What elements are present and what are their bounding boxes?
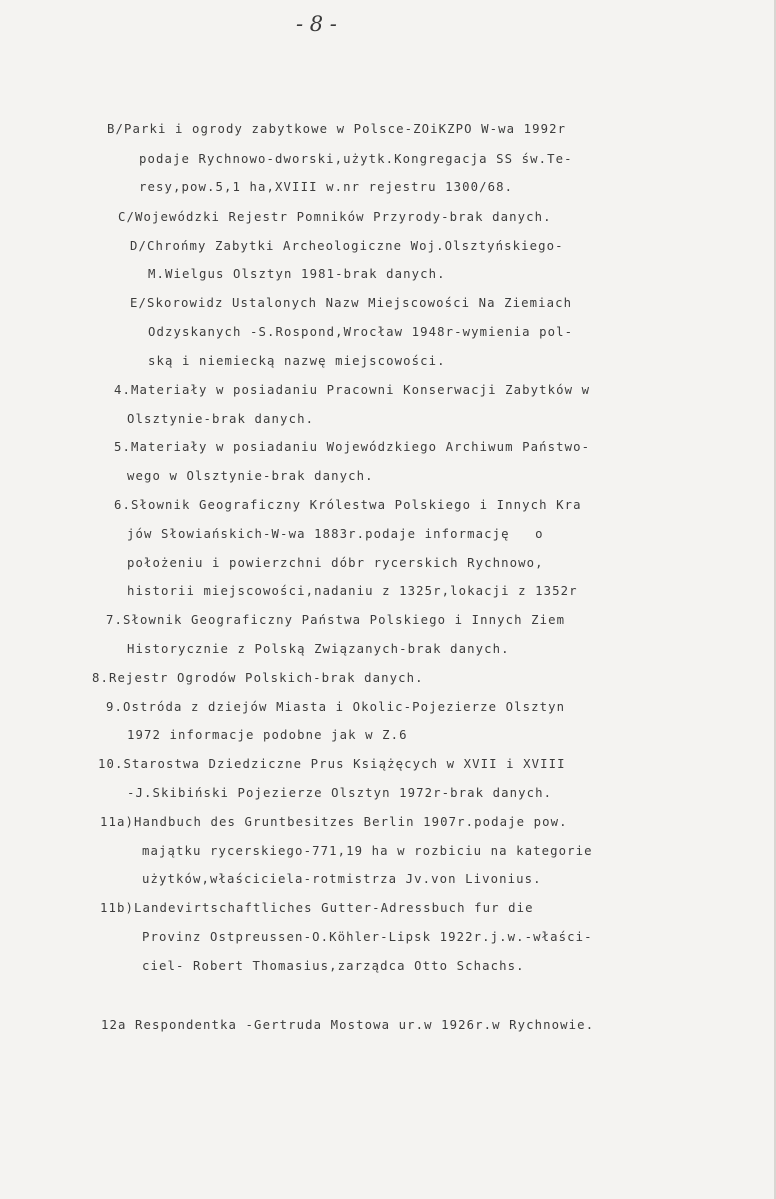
text-line: położeniu i powierzchni dóbr rycerskich Rychnowo, [127, 556, 544, 570]
text-line: E/Skorowidz Ustalonych Nazw Miejscowości Na Ziemiach [130, 296, 573, 310]
text-line: 6.Słownik Geograficzny Królestwa Polskiego i Innych Kra [114, 498, 582, 512]
text-line: wego w Olsztynie-brak danych. [127, 469, 374, 483]
text-line: historii miejscowości,nadaniu z 1325r,lokacji z 1352r [127, 584, 578, 598]
text-line: B/Parki i ogrody zabytkowe w Polsce-ZOiKZPO W-wa 1992r [107, 122, 567, 136]
text-line: ciel- Robert Thomasius,zarządca Otto Schachs. [142, 959, 525, 973]
text-line: podaje Rychnowo-dworski,użytk.Kongregacja SS św.Te- [139, 152, 573, 166]
text-line: 1972 informacje podobne jak w Z.6 [127, 728, 408, 742]
text-line: 11b)Landevirtschaftliches Gutter-Adressbuch fur die [100, 901, 534, 915]
text-line: Olsztynie-brak danych. [127, 412, 315, 426]
text-line: 4.Materiały w posiadaniu Pracowni Konserwacji Zabytków w [114, 383, 591, 397]
text-line: jów Słowiańskich-W-wa 1883r.podaje informację o [127, 527, 544, 541]
text-line: 10.Starostwa Dziedziczne Prus Książęcych w XVII i XVIII [98, 757, 566, 771]
text-line: 9.Ostróda z dziejów Miasta i Okolic-Pojezierze Olsztyn [106, 700, 566, 714]
page-number: - 8 - [296, 12, 337, 36]
text-line: 12a Respondentka -Gertruda Mostowa ur.w 1926r.w Rychnowie. [101, 1018, 595, 1032]
text-line: ską i niemiecką nazwę miejscowości. [148, 354, 446, 368]
text-line: majątku rycerskiego-771,19 ha w rozbiciu na kategorie [142, 844, 593, 858]
text-line: 11a)Handbuch des Gruntbesitzes Berlin 1907r.podaje pow. [100, 815, 568, 829]
text-line: Odzyskanych -S.Rospond,Wrocław 1948r-wymienia pol- [148, 325, 574, 339]
text-line: 5.Materiały w posiadaniu Wojewódzkiego Archiwum Państwo- [114, 440, 591, 454]
text-line: D/Chrońmy Zabytki Archeologiczne Woj.Olsztyńskiego- [130, 239, 564, 253]
text-line: 7.Słownik Geograficzny Państwa Polskiego i Innych Ziem [106, 613, 566, 627]
text-line: resy,pow.5,1 ha,XVIII w.nr rejestru 1300/68. [139, 180, 514, 194]
text-line: C/Wojewódzki Rejestr Pomników Przyrody-brak danych. [118, 210, 552, 224]
text-line: Historycznie z Polską Związanych-brak danych. [127, 642, 510, 656]
text-line: Provinz Ostpreussen-O.Köhler-Lipsk 1922r.j.w.-właści- [142, 930, 593, 944]
text-line: -J.Skibiński Pojezierze Olsztyn 1972r-brak danych. [127, 786, 553, 800]
text-line: użytków,właściciela-rotmistrza Jv.von Livonius. [142, 872, 542, 886]
text-line: 8.Rejestr Ogrodów Polskich-brak danych. [92, 671, 424, 685]
text-line: M.Wielgus Olsztyn 1981-brak danych. [148, 267, 446, 281]
